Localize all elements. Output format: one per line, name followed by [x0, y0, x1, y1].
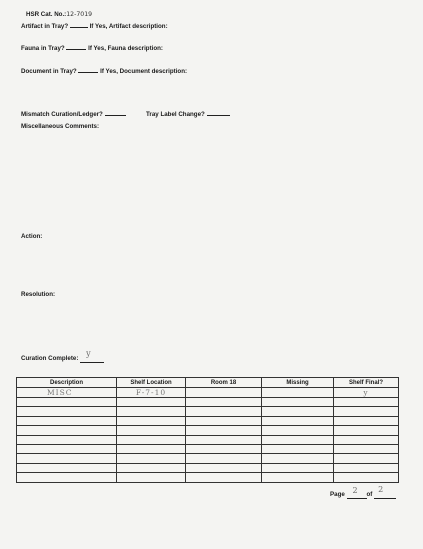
artifact-description-label: If Yes, Artifact description: [89, 23, 168, 30]
action-label: Action: [21, 233, 43, 240]
cell-missing [262, 388, 334, 398]
page-number-line [330, 485, 396, 499]
document-description-label: If Yes, Document description: [100, 68, 188, 75]
table-row [17, 407, 399, 416]
col-shelf-location: Shelf Location [117, 378, 186, 388]
page-total-value: 2 [378, 485, 385, 494]
page-number-blank [347, 486, 367, 499]
cell-room-18 [186, 388, 262, 398]
mismatch-answer-blank [105, 109, 126, 116]
tray-label-line [146, 109, 230, 118]
col-description: Description [17, 378, 117, 388]
cell-description: MISC [17, 388, 117, 398]
catalog-number-line [26, 11, 92, 18]
table-row [17, 473, 399, 482]
table-row [17, 454, 399, 463]
table-row [17, 435, 399, 444]
table-row [17, 426, 399, 435]
col-missing: Missing [262, 378, 334, 388]
page-total-blank [374, 485, 396, 499]
resolution-label: Resolution: [21, 291, 56, 298]
curation-complete-line [21, 349, 104, 363]
fauna-answer-blank [66, 43, 86, 50]
inventory-table [16, 377, 399, 483]
artifact-line [21, 21, 168, 30]
document-answer-blank [78, 66, 98, 73]
artifact-answer-blank [70, 21, 88, 28]
tray-label-answer-blank [207, 109, 230, 116]
page-number-value: 2 [352, 486, 359, 495]
page-label: Page [330, 491, 345, 498]
artifact-question: Artifact in Tray? [21, 23, 69, 30]
catalog-number-label: HSR Cat. No.: [26, 11, 67, 18]
of-label: of [366, 491, 373, 498]
catalog-number-value: 12-7019 [66, 11, 93, 18]
col-room-18: Room 18 [186, 378, 262, 388]
table-row [17, 398, 399, 407]
table-header-row [17, 378, 399, 388]
tray-label-change-label: Tray Label Change? [146, 111, 205, 118]
misc-comments-label: Miscellaneous Comments: [21, 123, 100, 130]
mismatch-line [21, 109, 126, 118]
curation-complete-value: y [86, 349, 92, 358]
cell-shelf-final: y [334, 388, 399, 398]
cell-shelf-location: F-7-10 [117, 388, 186, 398]
mismatch-label: Mismatch Curation/Ledger? [21, 111, 103, 118]
table-row [17, 463, 399, 472]
curation-complete-label: Curation Complete: [21, 355, 79, 362]
document-question: Document in Tray? [21, 68, 77, 75]
document-line [21, 66, 187, 75]
col-shelf-final: Shelf Final? [334, 378, 399, 388]
fauna-question: Fauna in Tray? [21, 45, 65, 52]
table-row [17, 388, 399, 398]
table-row [17, 416, 399, 425]
fauna-line [21, 43, 163, 52]
fauna-description-label: If Yes, Fauna description: [88, 45, 163, 52]
table-row [17, 444, 399, 453]
curation-complete-blank [80, 349, 104, 363]
